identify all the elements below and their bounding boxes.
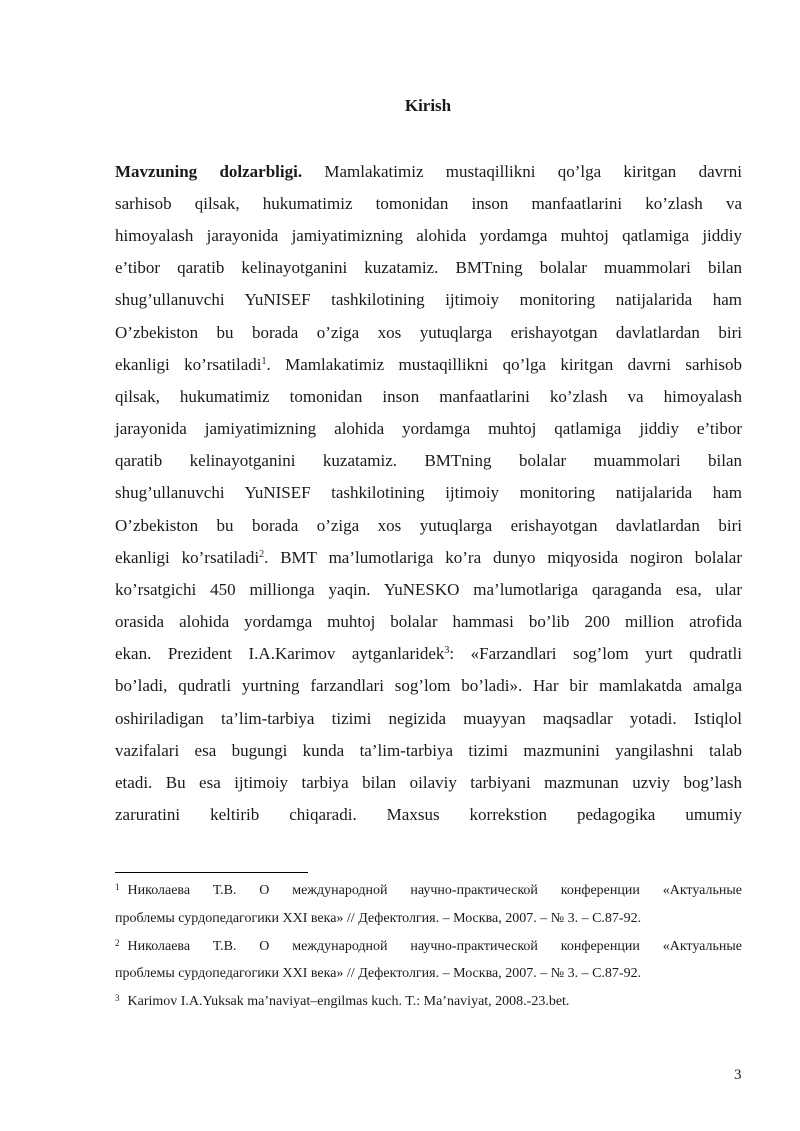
body-line-7 xyxy=(115,354,742,386)
footnote-text: Николаева Т.В. О международной научно-практической конференции «Актуальные xyxy=(127,883,742,898)
body-line-13 xyxy=(115,547,742,579)
body-line-2 xyxy=(115,193,742,225)
body-text: ekanligi ko’rsatiladi$^2$. BMT ma’lumotlariga ko’ra dunyo miqyosida nogiron bolalar xyxy=(115,548,743,567)
body-text: shug’ullanuvchi YuNISEF tashkilotining ijtimoiy monitoring natijalarida ham xyxy=(115,483,742,502)
body-line-19 xyxy=(115,740,742,772)
footnote-text: Николаева Т.В. О международной научно-практической конференции «Актуальные xyxy=(127,939,742,954)
body-text: vazifalari esa bugungi kunda ta’lim-tarbiya tizimi mazmunini yangilashni talab xyxy=(115,741,742,760)
body-text: qaratib kelinayotganini kuzatamiz. BMTning bolalar muammolari bilan xyxy=(115,451,742,470)
footnote-ref-1[interactable]: 1 xyxy=(261,356,267,367)
body-text: himoyalash jarayonida jamiyatimizning alohida yordamga muhtoj qatlamiga jiddiy xyxy=(115,226,742,245)
body-text: e’tibor qaratib kelinayotganini kuzatamiz. BMTning bolalar muammolari bilan xyxy=(115,258,742,277)
body-line-18 xyxy=(115,708,742,740)
body-text: Mamlakatimiz mustaqillikni qo’lga kiritgan davrni xyxy=(324,162,742,181)
body-line-11 xyxy=(115,482,742,514)
footnote-number: 3 xyxy=(115,992,120,1003)
body-line-6 xyxy=(115,322,742,354)
body-text: jarayonida jamiyatimizning alohida yordamga muhtoj qatlamiga jiddiy e’tibor xyxy=(115,419,742,438)
body-line-20 xyxy=(115,772,742,804)
footnote-2 xyxy=(115,938,742,956)
body-line-8 xyxy=(115,386,742,418)
body-line-9 xyxy=(115,418,742,450)
body-line-4 xyxy=(115,257,742,289)
footnote-1-cont xyxy=(115,910,742,928)
body-text: O’zbekiston bu borada o’ziga xos yutuqlarga erishayotgan davlatlardan biri xyxy=(115,516,742,535)
body-text: orasida alohida yordamga muhtoj bolalar hammasi bo’lib 200 million atrofida xyxy=(115,612,742,631)
body-text: qilsak, hukumatimiz tomonidan inson manfaatlarini ko’zlash va himoyalash xyxy=(115,387,742,406)
body-line-12 xyxy=(115,515,742,547)
footnote-2-cont xyxy=(115,965,742,983)
footnote-text: проблемы сурдопедагогики XXI века» // Дефектолгия. – Москва, 2007. – № 3. – С.87-92. xyxy=(115,911,642,926)
page-title: Kirish xyxy=(404,96,452,115)
body-text: O’zbekiston bu borada o’ziga xos yutuqlarga erishayotgan davlatlardan biri xyxy=(115,323,742,342)
body-line-5 xyxy=(115,289,742,321)
body-line-21 xyxy=(115,804,742,836)
footnote-3 xyxy=(115,993,742,1011)
body-line-15 xyxy=(115,611,742,643)
footnote-ref-2[interactable]: 2 xyxy=(259,549,265,560)
page-number: 3 xyxy=(734,1067,742,1083)
body-text: oshiriladigan ta’lim-tarbiya tizimi negizida muayyan maqsadlar yotadi. Istiqlol xyxy=(115,709,742,728)
footnote-ref-3[interactable]: 3 xyxy=(444,645,450,656)
footnote-text: Karimov I.A.Yuksak ma’naviyat–engilmas kuch. T.: Ma’naviyat, 2008.-23.bet. xyxy=(127,994,570,1009)
body-line-16 xyxy=(115,643,742,675)
body-text: shug’ullanuvchi YuNISEF tashkilotining ijtimoiy monitoring natijalarida ham xyxy=(115,290,742,309)
footnote-1 xyxy=(115,882,742,900)
body-line-1 xyxy=(115,161,742,193)
body-text: sarhisob qilsak, hukumatimiz tomonidan inson manfaatlarini ko’zlash va xyxy=(115,194,742,213)
body-line-3 xyxy=(115,225,742,257)
footnote-separator xyxy=(115,872,308,873)
body-line-14 xyxy=(115,579,742,611)
body-text: ko’rsatgichi 450 millionga yaqin. YuNESKO ma’lumotlariga qaraganda esa, ular xyxy=(115,580,742,599)
footnote-number: 1 xyxy=(115,881,120,892)
body-text: zaruratini keltirib chiqaradi. Maxsus korrekstion pedagogika umumiy xyxy=(115,805,742,824)
footnote-number: 2 xyxy=(115,937,120,948)
body-line-17 xyxy=(115,675,742,707)
body-text: ekan. Prezident I.A.Karimov aytganlaridek$^3$: «Farzandlari sog’lom yurt qudratli xyxy=(115,644,742,663)
body-text: etadi. Bu esa ijtimoiy tarbiya bilan oilaviy tarbiyani mazmunan uzviy bog’lash xyxy=(115,773,742,792)
body-text: bo’ladi, qudratli yurtning farzandlari sog’lom bo’ladi». Har bir mamlakatda amalga xyxy=(115,676,742,695)
footnote-text: проблемы сурдопедагогики XXI века» // Дефектолгия. – Москва, 2007. – № 3. – С.87-92. xyxy=(115,966,642,981)
lead-heading: Mavzuning dolzarbligi. xyxy=(115,162,303,181)
body-line-10 xyxy=(115,450,742,482)
body-text: ekanligi ko’rsatiladi$^1$. Mamlakatimiz mustaqillikni qo’lga kiritgan davrni sarhisob xyxy=(115,355,742,374)
